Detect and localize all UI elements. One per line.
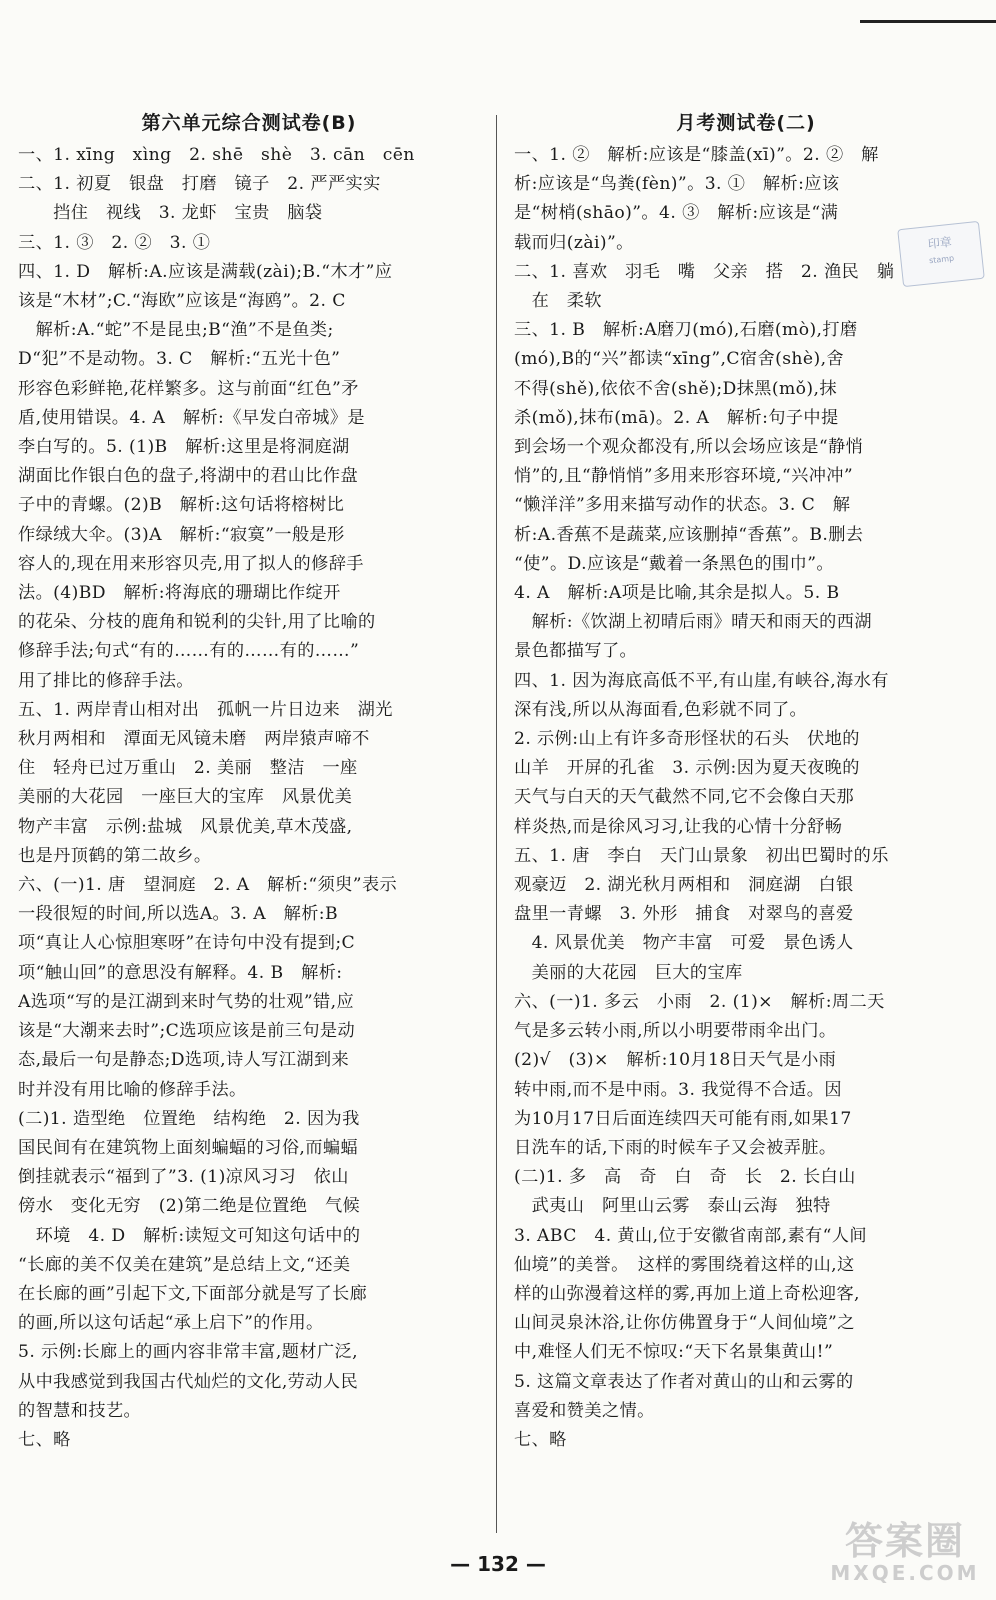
- left-section-title: 第六单元综合测试卷(B): [141, 112, 357, 134]
- answer-line: 二、1. 初夏 银盘 打磨 镜子 2. 严严实实: [18, 174, 381, 195]
- answer-line: 2. 示例:山上有许多奇形怪状的石头 伏地的: [514, 729, 860, 750]
- answer-line: 挡住 视线 3. 龙虾 宝贵 脑袋: [18, 203, 323, 224]
- answer-line: “使”。D.应该是“戴着一条黑色的围巾”。: [514, 553, 834, 574]
- answer-line: 是“树梢(shāo)”。4. ③ 解析:应该是“满: [514, 203, 839, 224]
- answer-line: 在 柔软: [514, 291, 602, 312]
- answer-line: 中,难怪人们无不惊叹:“天下名景集黄山!”: [514, 1342, 834, 1363]
- answer-line: 五、1. 两岸青山相对出 孤帆一片日边来 湖光: [18, 699, 393, 720]
- answer-line: 观豪迈 2. 湖光秋月两相和 洞庭湖 白银: [514, 875, 854, 896]
- answer-line: 四、1. 因为海底高低不平,有山崖,有峡谷,海水有: [514, 670, 889, 691]
- answer-line: 态,最后一句是静态;D选项,诗人写江湖到来: [18, 1050, 350, 1071]
- answer-line: 作绿绒大伞。(3)A 解析:“寂寞”一般是形: [18, 524, 345, 545]
- answer-line: 国民间有在建筑物上面刻蝙蝠的习俗,而蝙蝠: [18, 1137, 359, 1158]
- answer-line: (二)1. 多 高 奇 白 奇 长 2. 长白山: [514, 1167, 856, 1188]
- answer-line: 五、1. 唐 李白 天门山景象 初出巴蜀时的乐: [514, 845, 889, 866]
- answer-line: (2)√ (3)× 解析:10月18日天气是小雨: [514, 1050, 837, 1071]
- answer-line: 的智慧和技艺。: [18, 1400, 142, 1421]
- answer-line: 子中的青螺。(2)B 解析:这句话将榕树比: [18, 495, 345, 516]
- answer-line: 天气与白天的天气截然不同,它不会像白天那: [514, 787, 855, 808]
- answer-line: 容人的,现在用来形容贝壳,用了拟人的修辞手: [18, 553, 364, 574]
- answer-line: 用了排比的修辞手法。: [18, 670, 194, 691]
- answer-line: 析:应该是“鸟粪(fèn)”。3. ① 解析:应该: [514, 174, 840, 195]
- answer-line: 5. 示例:长廊上的画内容非常丰富,题材广泛,: [18, 1342, 358, 1363]
- top-corner-rule: [860, 20, 996, 23]
- page-number: — 132 —: [450, 1552, 546, 1576]
- answer-line: (二)1. 造型绝 位置绝 结构绝 2. 因为我: [18, 1108, 360, 1129]
- answer-line: 一段很短的时间,所以选A。3. A 解析:B: [18, 904, 338, 925]
- answer-line: 的花朵、分枝的鹿角和锐利的尖针,用了比喻的: [18, 612, 376, 633]
- answer-line: 5. 这篇文章表达了作者对黄山的山和云雾的: [514, 1371, 854, 1392]
- answer-line: 七、略: [514, 1429, 567, 1450]
- answer-line: 山羊 开屏的孔雀 3. 示例:因为夏天夜晚的: [514, 758, 860, 779]
- left-answer-lines: [18, 141, 480, 1455]
- answer-line: 四、1. D 解析:A.应该是满载(zài);B.“木才”应: [18, 261, 393, 282]
- answer-line: 为10月17日后面连续四天可能有雨,如果17: [514, 1108, 852, 1129]
- right-column: [514, 108, 978, 1538]
- answer-line: 的画,所以这句话起“承上启下”的作用。: [18, 1313, 324, 1334]
- answer-line: “长廊的美不仅美在建筑”是总结上文,“还美: [18, 1254, 351, 1275]
- answer-line: 景色都描写了。: [514, 641, 638, 662]
- answer-line: 美丽的大花园 一座巨大的宝库 风景优美: [18, 787, 353, 808]
- answer-line: (mó),B的“兴”都读“xīng”,C宿舍(shè),舍: [514, 349, 845, 370]
- answer-line: 深有浅,所以从海面看,色彩就不同了。: [514, 699, 808, 720]
- answer-line: 修辞手法;句式“有的……有的……有的……”: [18, 641, 360, 662]
- stamp-logo: 印章 stamp: [897, 221, 985, 287]
- answer-line: 环境 4. D 解析:读短文可知这句话中的: [18, 1225, 361, 1246]
- answer-line: 二、1. 喜欢 羽毛 嘴 父亲 搭 2. 渔民 躺: [514, 261, 895, 282]
- answer-line: 杀(mǒ),抹布(mā)。2. A 解析:句子中提: [514, 407, 839, 428]
- answer-line: 3. ABC 4. 黄山,位于安徽省南部,素有“人间: [514, 1225, 867, 1246]
- answer-line: 解析:《饮湖上初晴后雨》晴天和雨天的西湖: [514, 612, 872, 633]
- answer-line: 样炎热,而是徐风习习,让我的心情十分舒畅: [514, 816, 843, 837]
- answer-line: 析:A.香蕉不是蔬菜,应该删掉“香蕉”。B.删去: [514, 524, 864, 545]
- answer-line: 三、1. B 解析:A磨刀(mó),石磨(mò),打磨: [514, 320, 858, 341]
- answer-line: 喜爱和赞美之情。: [514, 1400, 655, 1421]
- answer-line: 解析:A.“蛇”不是昆虫;B“渔”不是鱼类;: [18, 320, 334, 341]
- answer-line: 倒挂就表示“福到了”3. (1)凉风习习 依山: [18, 1167, 349, 1188]
- answer-line: 形容色彩鲜艳,花样繁多。这与前面“红色”矛: [18, 378, 359, 399]
- answer-line: 气是多云转小雨,所以小明要带雨伞出门。: [514, 1021, 837, 1042]
- answer-line: 住 轻舟已过万重山 2. 美丽 整洁 一座: [18, 758, 358, 779]
- answer-line: 悄”的,且“静悄悄”多用来形容环境,“兴冲冲”: [514, 466, 854, 487]
- answer-line: 仙境”的美誉。 这样的雾围绕着这样的山,这: [514, 1254, 855, 1275]
- answer-line: 秋月两相和 潭面无风镜未磨 两岸猿声啼不: [18, 729, 370, 750]
- answer-line: 湖面比作银白色的盘子,将湖中的君山比作盘: [18, 466, 359, 487]
- answer-line: 4. 风景优美 物产丰富 可爱 景色诱人: [514, 933, 854, 954]
- answer-line: 法。(4)BD 解析:将海底的珊瑚比作绽开: [18, 583, 341, 604]
- answer-line: 载而归(zài)”。: [514, 232, 634, 253]
- column-divider: [496, 115, 497, 1533]
- right-answer-lines: [514, 141, 978, 1455]
- answer-line: 物产丰富 示例:盐城 风景优美,草木茂盛,: [18, 816, 353, 837]
- answer-line: “懒洋洋”多用来描写动作的状态。3. C 解: [514, 495, 851, 516]
- answer-line: 山间灵泉沐浴,让你仿佛置身于“人间仙境”之: [514, 1313, 855, 1334]
- answer-line: 在长廊的画”引起下文,下面部分就是写了长廊: [18, 1283, 368, 1304]
- answer-line: 六、(一)1. 唐 望洞庭 2. A 解析:“须臾”表示: [18, 875, 398, 896]
- answer-line: 该是“木材”;C.“海欧”应该是“海鸥”。2. C: [18, 291, 346, 312]
- answer-line: 转中雨,而不是中雨。3. 我觉得不合适。因: [514, 1079, 842, 1100]
- answer-line: 到会场一个观众都没有,所以会场应该是“静悄: [514, 437, 864, 458]
- left-column: [18, 108, 480, 1538]
- right-section-title: 月考测试卷(二): [676, 112, 816, 134]
- answer-line: 也是丹顶鹤的第二故乡。: [18, 845, 212, 866]
- answer-line: 项“真让人心惊胆寒呀”在诗句中没有提到;C: [18, 933, 356, 954]
- answer-line: 日洗车的话,下雨的时候车子又会被弄脏。: [514, 1137, 837, 1158]
- answer-line: 4. A 解析:A项是比喻,其余是拟人。5. B: [514, 583, 840, 604]
- answer-line: 从中我感觉到我国古代灿烂的文化,劳动人民: [18, 1371, 359, 1392]
- answer-line: 傍水 变化无穷 (2)第二绝是位置绝 气候: [18, 1196, 361, 1217]
- answer-line: 样的山弥漫着这样的雾,再加上道上奇松迎客,: [514, 1283, 860, 1304]
- answer-line: 三、1. ③ 2. ② 3. ①: [18, 232, 211, 253]
- watermark-logo: 答案圈 MXQE.COM: [830, 1519, 980, 1585]
- answer-line: 李白写的。5. (1)B 解析:这里是将洞庭湖: [18, 437, 350, 458]
- answer-line: 美丽的大花园 巨大的宝库: [514, 962, 743, 983]
- answer-line: 盾,使用错误。4. A 解析:《早发白帝城》是: [18, 407, 365, 428]
- answer-line: 一、1. ② 解析:应该是“膝盖(xī)”。2. ② 解: [514, 145, 879, 165]
- answer-line: 盘里一青螺 3. 外形 捕食 对翠鸟的喜爱: [514, 904, 854, 925]
- answer-line: 一、1. xīng xìng 2. shē shè 3. cān cēn: [18, 145, 415, 165]
- answer-line: 不得(shě),依依不舍(shě);D抹黑(mǒ),抹: [514, 378, 837, 399]
- answer-line: D“犯”不是动物。3. C 解析:“五光十色”: [18, 349, 341, 370]
- answer-line: 武夷山 阿里山云雾 泰山云海 独特: [514, 1196, 831, 1217]
- answer-line: 项“触山回”的意思没有解释。4. B 解析:: [18, 962, 343, 983]
- answer-line: 六、(一)1. 多云 小雨 2. (1)× 解析:周二天: [514, 991, 885, 1012]
- answer-line: 七、略: [18, 1429, 71, 1450]
- answer-line: 时并没有用比喻的修辞手法。: [18, 1079, 247, 1100]
- answer-line: 该是“大潮来去时”;C选项应该是前三句是动: [18, 1021, 356, 1042]
- answer-line: A选项“写的是江湖到来时气势的壮观”错,应: [18, 991, 355, 1012]
